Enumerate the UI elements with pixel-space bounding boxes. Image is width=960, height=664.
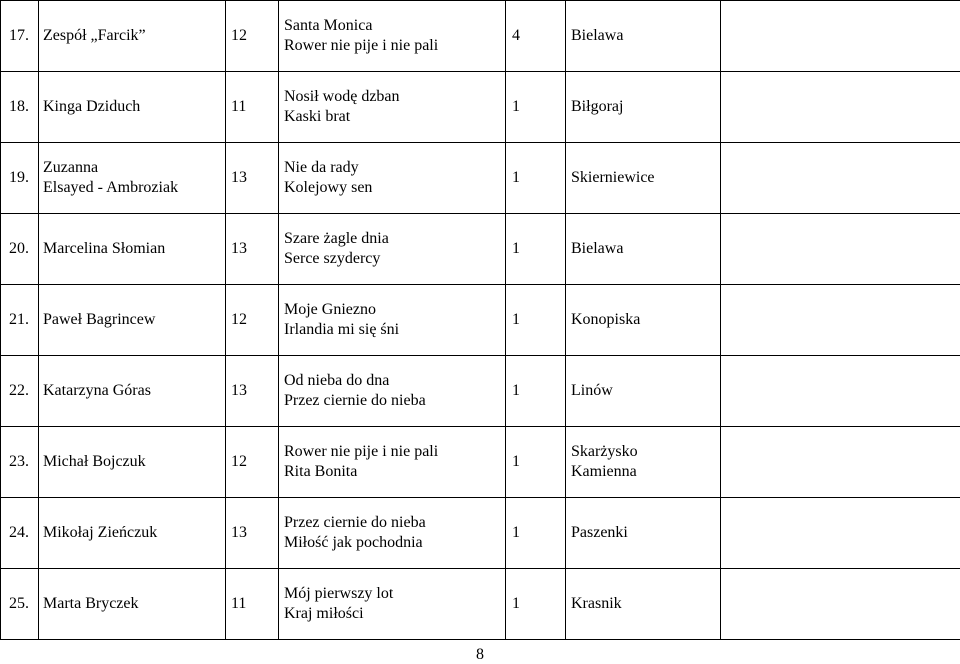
row-number-cell bbox=[1, 356, 39, 427]
performer-count-cell bbox=[506, 356, 566, 427]
row-number-cell bbox=[1, 285, 39, 356]
song-title: Przez ciernie do nieba bbox=[284, 514, 426, 531]
city-name: Linów bbox=[571, 382, 613, 399]
participant-age: 13 bbox=[231, 524, 247, 541]
participant-name-cell bbox=[39, 214, 226, 285]
songs-cell bbox=[279, 214, 506, 285]
age-cell bbox=[226, 427, 279, 498]
song-title: Szare żagle dnia bbox=[284, 230, 389, 247]
empty-cell bbox=[721, 1, 960, 72]
age-cell bbox=[226, 285, 279, 356]
song-title: Nie da rady bbox=[284, 159, 359, 176]
participant-name: Marcelina Słomian bbox=[43, 240, 166, 257]
table-row bbox=[1, 285, 960, 356]
song-title: Irlandia mi się śni bbox=[284, 321, 400, 338]
table-row bbox=[1, 498, 960, 569]
participant-name: Paweł Bagrincew bbox=[43, 311, 156, 328]
age-cell bbox=[226, 214, 279, 285]
city-cell bbox=[566, 1, 721, 72]
performer-count: 1 bbox=[512, 595, 520, 612]
song-title: Kraj miłości bbox=[284, 605, 364, 622]
age-cell bbox=[226, 72, 279, 143]
city-cell bbox=[566, 498, 721, 569]
performer-count-cell bbox=[506, 1, 566, 72]
participant-name-cell bbox=[39, 143, 226, 214]
song-title: Rower nie pije i nie pali bbox=[284, 37, 439, 54]
performer-count-cell bbox=[506, 498, 566, 569]
row-number-cell bbox=[1, 143, 39, 214]
songs-cell bbox=[279, 72, 506, 143]
participant-age: 11 bbox=[231, 595, 247, 612]
row-number: 21. bbox=[9, 311, 29, 328]
empty-cell bbox=[721, 569, 960, 640]
performer-count: 1 bbox=[512, 311, 520, 328]
table-row bbox=[1, 143, 960, 214]
songs-cell bbox=[279, 1, 506, 72]
performer-count-cell bbox=[506, 427, 566, 498]
song-title: Miłość jak pochodnia bbox=[284, 534, 423, 551]
row-number: 25. bbox=[9, 595, 29, 612]
table-row bbox=[1, 1, 960, 72]
participant-name: Kinga Dziduch bbox=[43, 98, 141, 115]
songs-cell bbox=[279, 285, 506, 356]
age-cell bbox=[226, 498, 279, 569]
city-name: Skierniewice bbox=[571, 169, 655, 186]
participant-age: 13 bbox=[231, 240, 247, 257]
participant-name-cell bbox=[39, 427, 226, 498]
performer-count: 4 bbox=[512, 27, 520, 44]
songs-cell bbox=[279, 498, 506, 569]
row-number: 17. bbox=[9, 27, 29, 44]
empty-cell bbox=[721, 214, 960, 285]
participant-age: 13 bbox=[231, 382, 247, 399]
participant-age: 13 bbox=[231, 169, 247, 186]
performer-count-cell bbox=[506, 72, 566, 143]
city-name: Bielawa bbox=[571, 240, 624, 257]
participant-age: 12 bbox=[231, 311, 247, 328]
city-name: Krasnik bbox=[571, 595, 622, 612]
participant-name-cell bbox=[39, 498, 226, 569]
row-number: 22. bbox=[9, 382, 29, 399]
songs-cell bbox=[279, 356, 506, 427]
city-cell bbox=[566, 427, 721, 498]
participant-age: 12 bbox=[231, 453, 247, 470]
participant-name: Zuzanna bbox=[43, 159, 99, 176]
performer-count: 1 bbox=[512, 524, 520, 541]
participant-name-cell bbox=[39, 356, 226, 427]
participant-name-cell bbox=[39, 72, 226, 143]
row-number: 19. bbox=[9, 169, 29, 186]
city-cell bbox=[566, 143, 721, 214]
participant-name-cell bbox=[39, 285, 226, 356]
song-title: Nosił wodę dzban bbox=[284, 88, 400, 105]
song-title: Santa Monica bbox=[284, 17, 373, 34]
table-row bbox=[1, 214, 960, 285]
participant-age: 11 bbox=[231, 98, 247, 115]
table-row bbox=[1, 569, 960, 640]
table-row bbox=[1, 356, 960, 427]
performer-count-cell bbox=[506, 143, 566, 214]
page-number: 8 bbox=[476, 646, 484, 663]
table-row bbox=[1, 427, 960, 498]
city-cell bbox=[566, 72, 721, 143]
empty-cell bbox=[721, 143, 960, 214]
empty-cell bbox=[721, 356, 960, 427]
song-title: Kaski brat bbox=[284, 108, 351, 125]
empty-cell bbox=[721, 72, 960, 143]
empty-cell bbox=[721, 285, 960, 356]
participant-name: Michał Bojczuk bbox=[43, 453, 146, 470]
song-title: Kolejowy sen bbox=[284, 179, 373, 196]
row-number: 24. bbox=[9, 524, 29, 541]
participant-name-cell bbox=[39, 1, 226, 72]
row-number-cell bbox=[1, 1, 39, 72]
participant-name: Katarzyna Góras bbox=[43, 382, 151, 399]
age-cell bbox=[226, 1, 279, 72]
performer-count-cell bbox=[506, 285, 566, 356]
song-title: Mój pierwszy lot bbox=[284, 585, 394, 602]
participant-name: Elsayed - Ambroziak bbox=[43, 179, 179, 196]
city-name: Kamienna bbox=[571, 463, 637, 480]
songs-cell bbox=[279, 143, 506, 214]
row-number: 18. bbox=[9, 98, 29, 115]
songs-cell bbox=[279, 427, 506, 498]
age-cell bbox=[226, 569, 279, 640]
performer-count-cell bbox=[506, 569, 566, 640]
song-title: Od nieba do dna bbox=[284, 372, 390, 389]
city-cell bbox=[566, 569, 721, 640]
song-title: Moje Gniezno bbox=[284, 301, 376, 318]
participant-age: 12 bbox=[231, 27, 247, 44]
song-title: Rower nie pije i nie pali bbox=[284, 443, 439, 460]
performer-count-cell bbox=[506, 214, 566, 285]
performer-count: 1 bbox=[512, 98, 520, 115]
city-name: Paszenki bbox=[571, 524, 628, 541]
performer-count: 1 bbox=[512, 382, 520, 399]
songs-cell bbox=[279, 569, 506, 640]
city-name: Skarżysko bbox=[571, 443, 638, 460]
city-cell bbox=[566, 285, 721, 356]
participant-name: Marta Bryczek bbox=[43, 595, 139, 612]
empty-cell bbox=[721, 427, 960, 498]
performer-count: 1 bbox=[512, 240, 520, 257]
participant-name-cell bbox=[39, 569, 226, 640]
row-number-cell bbox=[1, 427, 39, 498]
song-title: Przez ciernie do nieba bbox=[284, 392, 426, 409]
participant-name: Zespół „Farcik” bbox=[43, 27, 146, 44]
row-number: 23. bbox=[9, 453, 29, 470]
empty-cell bbox=[721, 498, 960, 569]
row-number-cell bbox=[1, 214, 39, 285]
city-name: Bielawa bbox=[571, 27, 624, 44]
performer-count: 1 bbox=[512, 169, 520, 186]
row-number-cell bbox=[1, 498, 39, 569]
row-number: 20. bbox=[9, 240, 29, 257]
city-cell bbox=[566, 214, 721, 285]
table-row bbox=[1, 72, 960, 143]
row-number-cell bbox=[1, 72, 39, 143]
age-cell bbox=[226, 356, 279, 427]
city-name: Konopiska bbox=[571, 311, 641, 328]
participants-table-body bbox=[1, 1, 960, 640]
participant-name: Mikołaj Zieńczuk bbox=[43, 524, 158, 541]
song-title: Serce szydercy bbox=[284, 250, 381, 267]
row-number-cell bbox=[1, 569, 39, 640]
city-name: Biłgoraj bbox=[571, 98, 624, 115]
age-cell bbox=[226, 143, 279, 214]
song-title: Rita Bonita bbox=[284, 463, 358, 480]
city-cell bbox=[566, 356, 721, 427]
performer-count: 1 bbox=[512, 453, 520, 470]
